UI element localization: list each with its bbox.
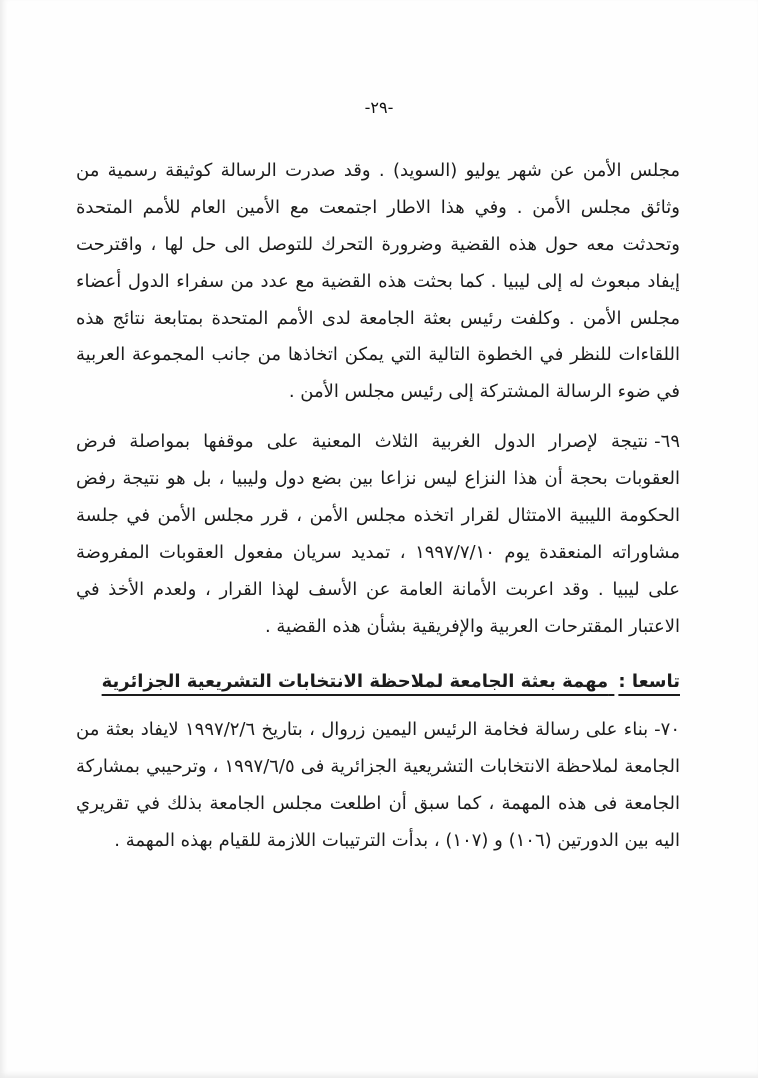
item-69-text: نتيجة لإصرار الدول الغربية الثلاث المعنية على موقفها بمواصلة فرض العقوبات بحجة أن هذا النزاع ليس نزاعا بين بضع دول وليبيا ، بل هو نتيجة رفض الحكومة الليبية الامتثال لقرار اتخذه مجلس الأمن ، قرر مجلس الأمن في جلسة مشاوراته المنعقدة يوم ١٩٩٧/٧/١٠ ، تمديد سريان مفعول العقوبات المفروضة على ليبيا . وقد اعربت الأمانة العامة عن الأسف لهذا القرار ، ولعدم الأخذ في الاعتبار المقترحات العربية والإفريقية بشأن هذه القضية .: [76, 431, 680, 637]
section-heading: [76, 664, 680, 701]
document-body: [76, 153, 680, 860]
item-70-number: ٧٠-: [654, 719, 680, 741]
section-heading-title: مهمة بعثة الجامعة لملاحظة الانتخابات التشريعية الجزائرية: [101, 670, 609, 692]
numbered-item-69: [76, 424, 680, 645]
paragraph-continuation: مجلس الأمن عن شهر يوليو (السويد) . وقد صدرت الرسالة كوثيقة رسمية من وثائق مجلس الأمن . وفي هذا الاطار اجتمعت مع الأمين العام للأمم المتحدة وتحدثت معه حول هذه القضية وضرورة التحرك للتوصل الى حل لها ، واقترحت إيفاد مبعوث له إلى ليبيا . كما بحثت هذه القضية مع عدد من سفراء الدول أعضاء مجلس الأمن . وكلفت رئيس بعثة الجامعة لدى الأمم المتحدة بمتابعة نتائج هذه اللقاءات للنظر في الخطوة التالية التي يمكن اتخاذها من جانب المجموعة العربية في ضوء الرسالة المشتركة إلى رئيس مجلس الأمن .: [76, 160, 680, 403]
numbered-item-70: [76, 712, 680, 860]
item-69-number: ٦٩-: [654, 431, 680, 453]
item-70-text: بناء على رسالة فخامة الرئيس اليمين زروال ، بتاريخ ١٩٩٧/٢/٦ لايفاد بعثة من الجامعة لملاحظة الانتخابات التشريعية الجزائرية فى ١٩٩٧/٦/٥ ، وترحيبي بمشاركة الجامعة فى هذه المهمة ، كما سبق أن اطلعت مجلس الجامعة بذلك في تقريري اليه بين الدورتين (١٠٦) و (١٠٧) ، بدأت الترتيبات اللازمة للقيام بهذه المهمة .: [76, 719, 680, 852]
page-number: -٢٩-: [364, 98, 394, 117]
section-heading-label: تاسعا :: [618, 670, 680, 692]
